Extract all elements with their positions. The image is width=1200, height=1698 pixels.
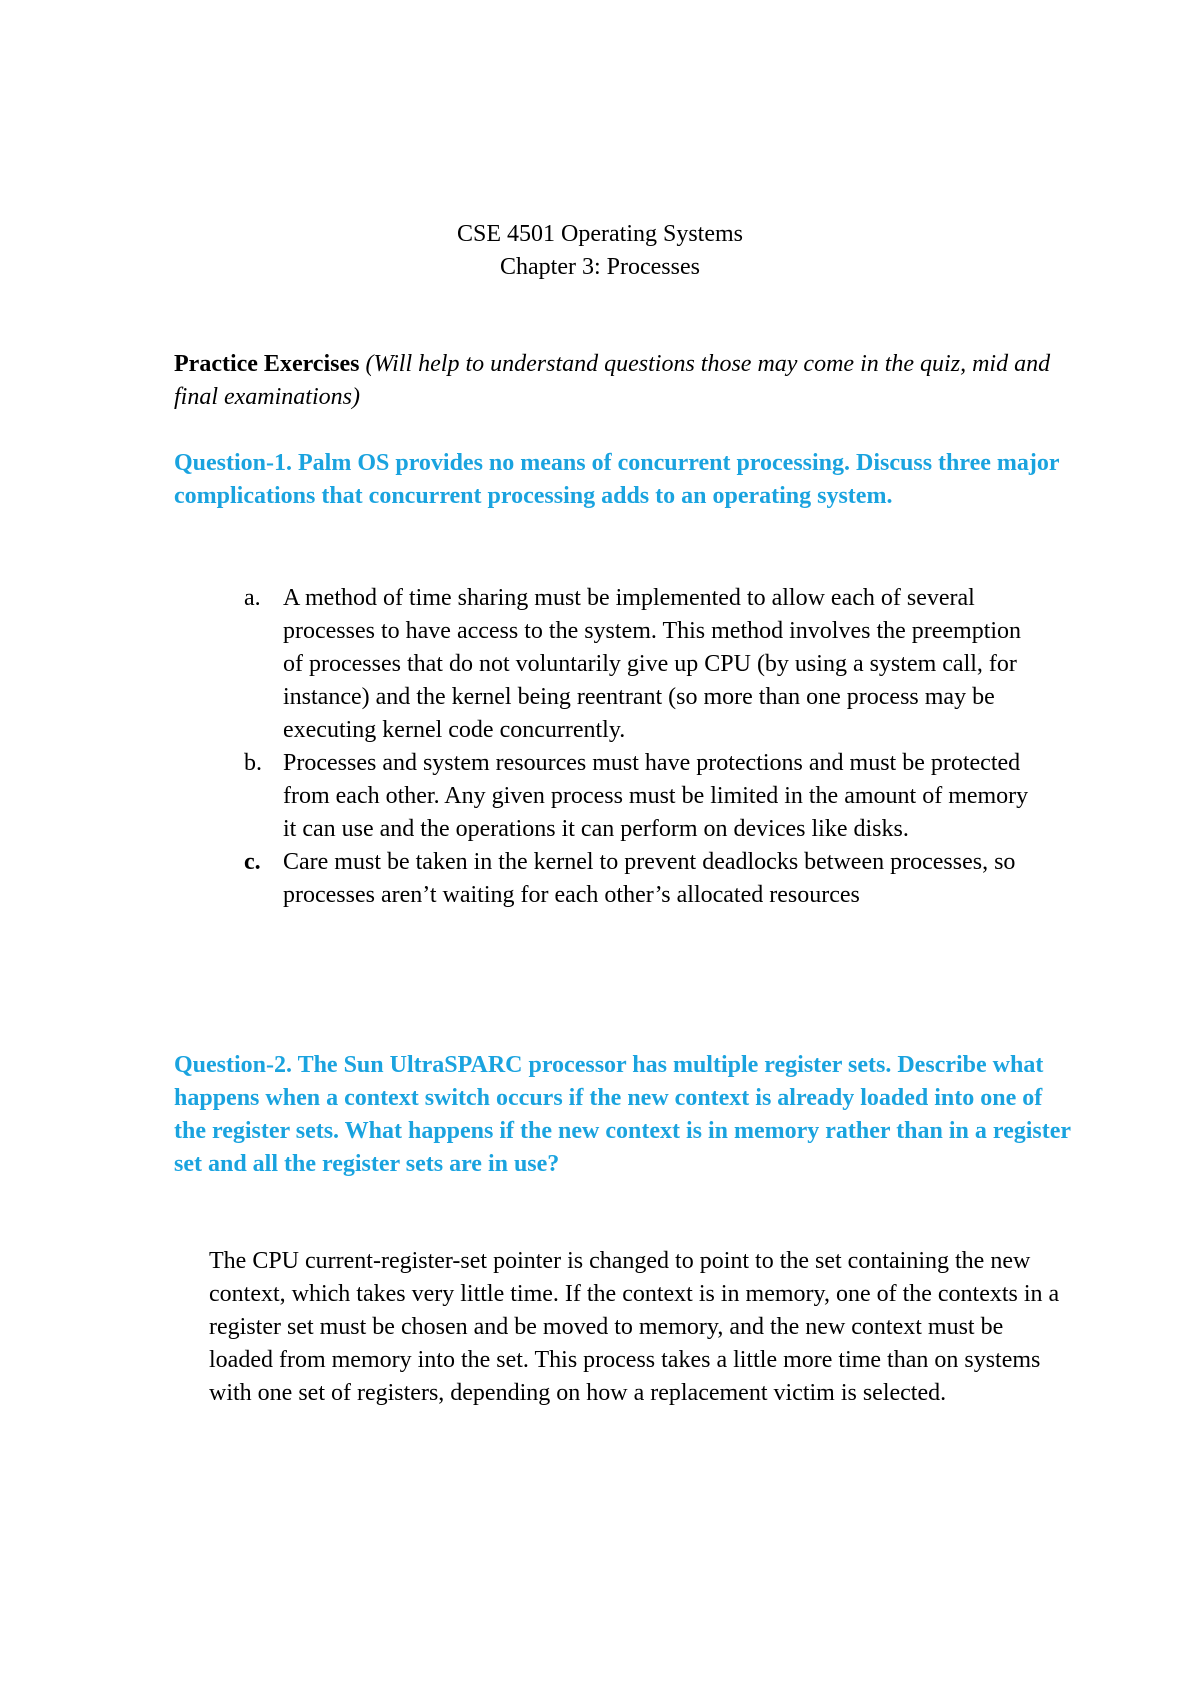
course-title: CSE 4501 Operating Systems xyxy=(457,221,743,247)
question-1: Question-1. Palm OS provides no means of concurrent processing. Discuss three major complications that concurrent processing adds to an operating system. xyxy=(174,450,1060,509)
question-1-answer-list xyxy=(244,582,1044,912)
answer-text: Processes and system resources must have protections and must be protected from each other. Any given process must be limited in the amount of memory it can use and the operations it can perform on devices like disks. xyxy=(283,750,1029,842)
answer-item-a xyxy=(244,582,1044,747)
answer-text: Care must be taken in the kernel to prevent deadlocks between processes, so processes aren’t waiting for each other’s allocated resources xyxy=(283,849,1016,908)
list-marker: c. xyxy=(244,849,261,875)
question-2: Question-2. The Sun UltraSPARC processor has multiple register sets. Describe what happens when a context switch occurs if the new context is already loaded into one of the register sets. What happens if the new context is in memory rather than in a register set and all the register sets are in use? xyxy=(174,1052,1071,1177)
practice-exercises-heading: Practice Exercises xyxy=(174,351,360,377)
chapter-title: Chapter 3: Processes xyxy=(500,254,700,280)
answer-item-c xyxy=(244,846,1044,912)
answer-item-b xyxy=(244,747,1044,846)
list-marker: b. xyxy=(244,750,262,776)
question-2-answer: The CPU current-register-set pointer is changed to point to the set containing the new context, which takes very little time. If the context is in memory, one of the contexts in a register set must be chosen and be moved to memory, and the new context must be loaded from memory into the set. This process takes a little more time than on systems with one set of registers, depending on how a replacement victim is selected. xyxy=(209,1248,1060,1406)
answer-text: A method of time sharing must be implemented to allow each of several processes to have access to the system. This method involves the preemption of processes that do not voluntarily give up CPU (by using a system call, for instance) and the kernel being reentrant (so more than one process may be executing kernel code concurrently. xyxy=(283,585,1022,743)
list-marker: a. xyxy=(244,585,261,611)
intro-note: (Will help to understand questions those may come in the quiz, mid and final examinations) xyxy=(174,351,1051,410)
intro-paragraph xyxy=(174,348,1074,414)
